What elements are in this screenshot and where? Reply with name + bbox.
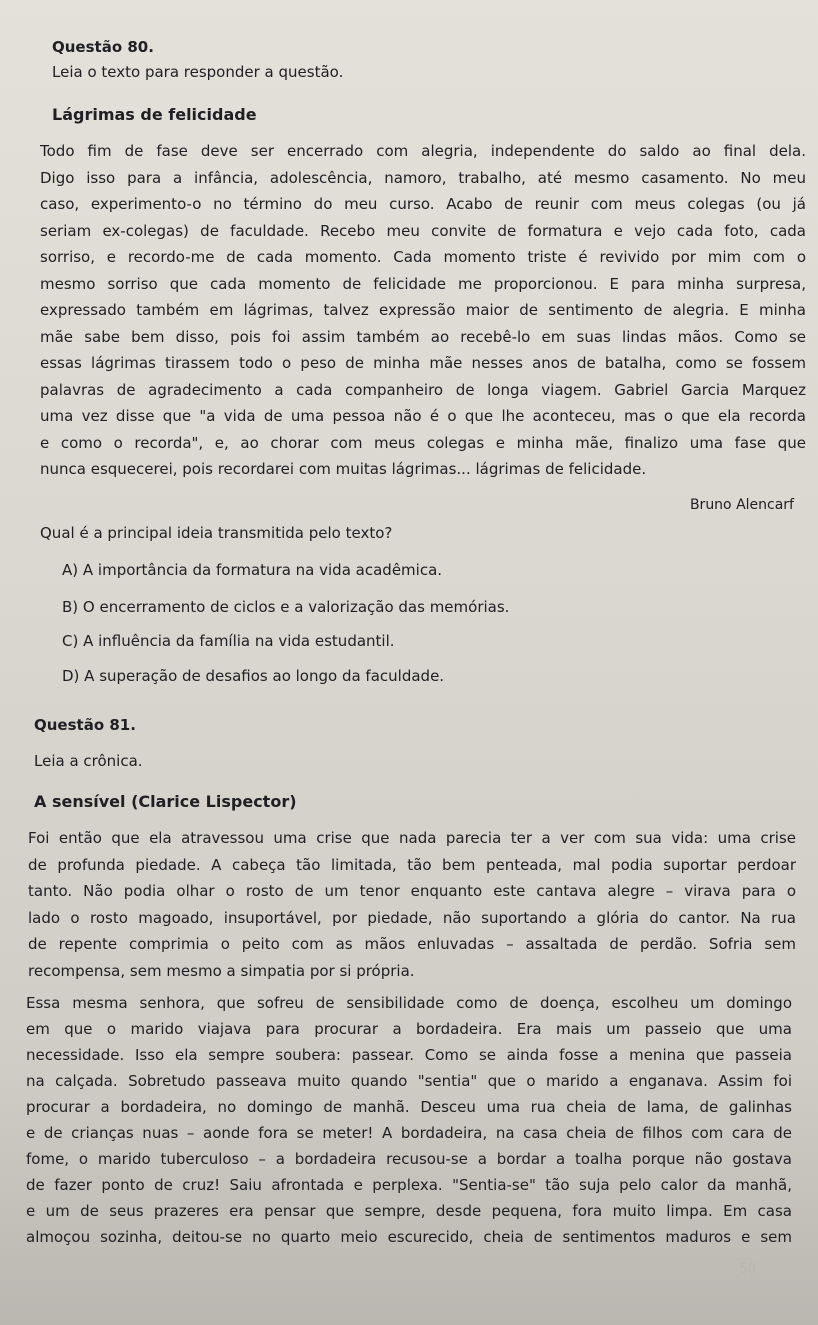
text-line: palavras de agradecimento a cada companheiro de longa viagem. Gabriel Garcia Marquez bbox=[40, 380, 806, 399]
answer-option-d[interactable]: D) A superação de desafios ao longo da faculdade. bbox=[62, 667, 445, 685]
text-line: recompensa, sem mesmo a simpatia por si própria. bbox=[28, 961, 415, 980]
text-line: almoçou sozinha, deitou-se no quarto meio escurecido, cheia de sentimentos maduros e sem bbox=[26, 1228, 792, 1246]
text-line: seriam ex-colegas) de faculdade. Recebo meu convite de formatura e vejo cada foto, cada bbox=[40, 221, 806, 240]
text-line: de fazer ponto de cruz! Saiu afrontada e perplexa. "Sentia-se" tão suja pelo calor da manhã, bbox=[26, 1176, 792, 1194]
question-81-heading: Questão 81. bbox=[34, 716, 136, 734]
text-line: procurar a bordadeira, no domingo de manhã. Desceu uma rua cheia de lama, de galinhas bbox=[26, 1098, 792, 1116]
text-line: uma vez disse que "a vida de uma pessoa não é o que lhe aconteceu, mas o que ela recorda bbox=[40, 407, 806, 425]
text-line: e de crianças nuas – aonde fora se meter! A bordadeira, na casa cheia de filhos com cara de bbox=[26, 1124, 792, 1142]
text-line: mãe sabe bem disso, pois foi assim também ao recebê-lo em suas lindas mãos. Como se bbox=[40, 327, 806, 346]
answer-option-b[interactable]: B) O encerramento de ciclos e a valorização das memórias. bbox=[62, 598, 510, 616]
text-line: Todo fim de fase deve ser encerrado com alegria, independente do saldo ao final dela. bbox=[40, 142, 806, 160]
text-author: Bruno Alencarf bbox=[689, 497, 794, 513]
text-line: de profunda piedade. A cabeça tão limitada, tão bem penteada, mal podia suportar perdoar bbox=[28, 855, 796, 874]
text-line: Foi então que ela atravessou uma crise que nada parecia ter a ver com sua vida: uma crise bbox=[28, 829, 796, 847]
text-line: em que o marido viajava para procurar a bordadeira. Era mais um passeio que uma bbox=[26, 1020, 792, 1038]
text-line: expressado também em lágrimas, talvez expressão maior de sentimento de alegria. E minha bbox=[40, 301, 806, 319]
text-line: mesmo sorriso que cada momento de felicidade me proporcionou. E para minha surpresa, bbox=[40, 274, 806, 293]
text-line: tanto. Não podia olhar o rosto de um tenor enquanto este cantava alegre – virava para o bbox=[28, 882, 796, 900]
text-line: nunca esquecerei, pois recordarei com muitas lágrimas... lágrimas de felicidade. bbox=[40, 460, 647, 478]
text-line: e como o recorda", e, ao chorar com meus colegas e minha mãe, finalizo uma fase que bbox=[40, 433, 806, 452]
question-80-heading: Questão 80. bbox=[52, 38, 154, 56]
answer-option-c[interactable]: C) A influência da família na vida estudantil. bbox=[62, 632, 395, 650]
text-line: lado o rosto magoado, insuportável, por piedade, não suportando a glória do cantor. Na rua bbox=[28, 908, 796, 927]
question-prompt: Qual é a principal ideia transmitida pelo texto? bbox=[40, 524, 393, 542]
text-line: fome, o marido tuberculoso – a bordadeira recusou-se a bordar a toalha porque não gostava bbox=[26, 1150, 792, 1168]
text-line: essas lágrimas tirassem todo o peso de minha mãe nesses anos de batalha, como se fossem bbox=[40, 354, 806, 372]
text-line: e um de seus prazeres era pensar que sempre, desde pequena, fora muito limpa. Em casa bbox=[26, 1202, 792, 1220]
text-line: caso, experimento-o no término do meu curso. Acabo de reunir com meus colegas (ou já bbox=[40, 195, 806, 213]
text-line: Essa mesma senhora, que sofreu de sensibilidade como de doença, escolheu um domingo bbox=[26, 994, 792, 1012]
chronicle-paragraph-2 bbox=[26, 990, 792, 1250]
chronicle-title: A sensível (Clarice Lispector) bbox=[34, 792, 297, 811]
text-line: sorriso, e recordo-me de cada momento. Cada momento triste é revivido por mim com o bbox=[40, 248, 806, 266]
page-number: 50 bbox=[739, 1262, 756, 1277]
text-line: de repente comprimia o peito com as mãos enluvadas – assaltada de perdão. Sofria sem bbox=[28, 935, 796, 953]
text-title: Lágrimas de felicidade bbox=[52, 105, 257, 124]
question-81-intro: Leia a crônica. bbox=[34, 752, 143, 770]
chronicle-paragraph-1 bbox=[28, 825, 796, 984]
question-80-intro: Leia o texto para responder a questão. bbox=[52, 63, 344, 81]
text-line: na calçada. Sobretudo passeava muito quando "sentia" que o marido a enganava. Assim foi bbox=[26, 1072, 792, 1090]
text-line: necessidade. Isso ela sempre soubera: passear. Como se ainda fosse a menina que passeia bbox=[26, 1046, 792, 1064]
text-paragraph bbox=[40, 138, 806, 483]
answer-option-a[interactable]: A) A importância da formatura na vida acadêmica. bbox=[62, 561, 443, 579]
text-line: Digo isso para a infância, adolescência, namoro, trabalho, até mesmo casamento. No meu bbox=[40, 168, 806, 187]
